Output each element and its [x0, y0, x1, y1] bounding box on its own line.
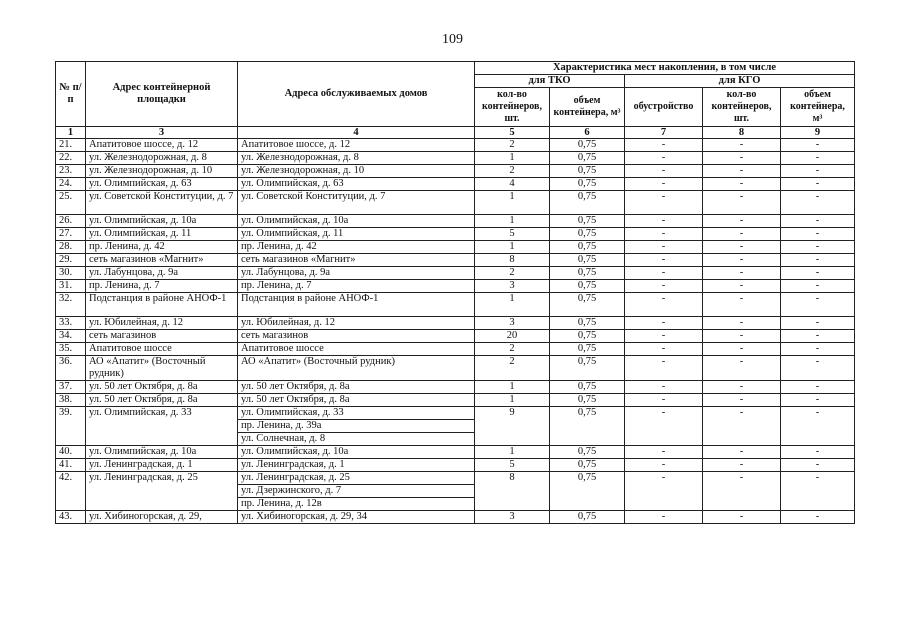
header-kgo: для КГО	[625, 75, 855, 88]
equipment-value: -	[625, 343, 703, 356]
equipment-value: -	[625, 511, 703, 524]
table-row	[56, 191, 855, 215]
row-number: 22.	[56, 152, 86, 165]
tko-container-volume: 0,75	[550, 407, 625, 446]
tko-container-count: 2	[475, 139, 550, 152]
tko-container-count: 5	[475, 228, 550, 241]
kgo-container-count: -	[703, 472, 781, 511]
container-site-address: ул. Железнодорожная, д. 10	[86, 165, 238, 178]
tko-container-count: 8	[475, 472, 550, 511]
table-row	[56, 178, 855, 191]
kgo-container-volume: -	[781, 228, 855, 241]
tko-container-volume: 0,75	[550, 381, 625, 394]
tko-container-volume: 0,75	[550, 152, 625, 165]
container-site-address: пр. Ленина, д. 7	[86, 280, 238, 293]
tko-container-volume: 0,75	[550, 356, 625, 381]
kgo-container-count: -	[703, 446, 781, 459]
column-number: 7	[625, 127, 703, 139]
kgo-container-count: -	[703, 178, 781, 191]
table-row	[56, 511, 855, 524]
table-row	[56, 446, 855, 459]
tko-container-count: 2	[475, 165, 550, 178]
served-house-address: ул. Олимпийская, д. 10а	[238, 446, 475, 459]
tko-container-volume: 0,75	[550, 280, 625, 293]
container-site-address: сеть магазинов	[86, 330, 238, 343]
row-number: 24.	[56, 178, 86, 191]
row-number: 42.	[56, 472, 86, 511]
row-number: 27.	[56, 228, 86, 241]
equipment-value: -	[625, 191, 703, 215]
row-number: 29.	[56, 254, 86, 267]
served-house-address: пр. Ленина, д. 12в	[238, 498, 475, 511]
column-number: 5	[475, 127, 550, 139]
row-number: 38.	[56, 394, 86, 407]
tko-container-volume: 0,75	[550, 241, 625, 254]
tko-container-volume: 0,75	[550, 228, 625, 241]
table-row	[56, 343, 855, 356]
served-house-address: сеть магазинов «Магнит»	[238, 254, 475, 267]
served-house-address: Подстанция в районе АНОФ-1	[238, 293, 475, 317]
kgo-container-count: -	[703, 165, 781, 178]
kgo-container-volume: -	[781, 254, 855, 267]
equipment-value: -	[625, 381, 703, 394]
table-row	[56, 381, 855, 394]
served-house-address: Апатитовое шоссе, д. 12	[238, 139, 475, 152]
served-house-address: ул. 50 лет Октября, д. 8а	[238, 381, 475, 394]
tko-container-count: 1	[475, 152, 550, 165]
served-house-address: ул. Железнодорожная, д. 10	[238, 165, 475, 178]
served-house-address: пр. Ленина, д. 7	[238, 280, 475, 293]
row-number: 40.	[56, 446, 86, 459]
table-row	[56, 459, 855, 472]
table-row	[56, 472, 855, 485]
tko-container-count: 5	[475, 459, 550, 472]
container-site-address: Апатитовое шоссе, д. 12	[86, 139, 238, 152]
kgo-container-volume: -	[781, 293, 855, 317]
equipment-value: -	[625, 472, 703, 511]
table-row	[56, 241, 855, 254]
kgo-container-count: -	[703, 228, 781, 241]
tko-container-volume: 0,75	[550, 330, 625, 343]
header-houses: Адреса обслуживаемых домов	[238, 62, 475, 127]
column-number: 1	[56, 127, 86, 139]
column-number: 4	[238, 127, 475, 139]
row-number: 37.	[56, 381, 86, 394]
table-body	[56, 139, 855, 524]
kgo-container-count: -	[703, 254, 781, 267]
table-row	[56, 407, 855, 420]
equipment-value: -	[625, 178, 703, 191]
table-row	[56, 330, 855, 343]
tko-container-volume: 0,75	[550, 267, 625, 280]
served-house-address: ул. Хибиногорская, д. 29, 34	[238, 511, 475, 524]
container-site-address: сеть магазинов «Магнит»	[86, 254, 238, 267]
kgo-container-volume: -	[781, 394, 855, 407]
container-site-address: ул. Лабунцова, д. 9а	[86, 267, 238, 280]
kgo-container-count: -	[703, 241, 781, 254]
table-row	[56, 139, 855, 152]
kgo-container-volume: -	[781, 267, 855, 280]
kgo-container-count: -	[703, 511, 781, 524]
container-site-address: ул. Советской Конституции, д. 7	[86, 191, 238, 215]
tko-container-volume: 0,75	[550, 178, 625, 191]
row-number: 43.	[56, 511, 86, 524]
header-equipment: обустройство	[625, 88, 703, 127]
kgo-container-count: -	[703, 356, 781, 381]
equipment-value: -	[625, 254, 703, 267]
tko-container-volume: 0,75	[550, 191, 625, 215]
equipment-value: -	[625, 356, 703, 381]
row-number: 35.	[56, 343, 86, 356]
row-number: 21.	[56, 139, 86, 152]
table-row	[56, 280, 855, 293]
tko-container-count: 9	[475, 407, 550, 446]
container-site-address: пр. Ленина, д. 42	[86, 241, 238, 254]
container-site-address: Подстанция в районе АНОФ-1	[86, 293, 238, 317]
equipment-value: -	[625, 165, 703, 178]
container-site-address: ул. Олимпийская, д. 10а	[86, 446, 238, 459]
row-number: 26.	[56, 215, 86, 228]
table-row	[56, 228, 855, 241]
equipment-value: -	[625, 152, 703, 165]
served-house-address: Апатитовое шоссе	[238, 343, 475, 356]
table-row	[56, 317, 855, 330]
header-kgo-count: кол-во контейнеров, шт.	[703, 88, 781, 127]
register-table	[55, 61, 855, 524]
kgo-container-volume: -	[781, 511, 855, 524]
kgo-container-count: -	[703, 317, 781, 330]
table-row	[56, 254, 855, 267]
kgo-container-count: -	[703, 459, 781, 472]
tko-container-volume: 0,75	[550, 472, 625, 511]
served-house-address: ул. Советской Конституции, д. 7	[238, 191, 475, 215]
table-row	[56, 267, 855, 280]
kgo-container-volume: -	[781, 446, 855, 459]
tko-container-count: 2	[475, 343, 550, 356]
tko-container-volume: 0,75	[550, 446, 625, 459]
container-site-address: Апатитовое шоссе	[86, 343, 238, 356]
tko-container-volume: 0,75	[550, 254, 625, 267]
container-site-address: ул. Олимпийская, д. 11	[86, 228, 238, 241]
kgo-container-count: -	[703, 293, 781, 317]
kgo-container-volume: -	[781, 381, 855, 394]
tko-container-count: 2	[475, 356, 550, 381]
header-characteristics: Характеристика мест накопления, в том числе	[475, 62, 855, 75]
tko-container-volume: 0,75	[550, 343, 625, 356]
tko-container-count: 4	[475, 178, 550, 191]
container-site-address: ул. Железнодорожная, д. 8	[86, 152, 238, 165]
equipment-value: -	[625, 446, 703, 459]
row-number: 28.	[56, 241, 86, 254]
kgo-container-volume: -	[781, 191, 855, 215]
tko-container-volume: 0,75	[550, 293, 625, 317]
header-kgo-volume: объем контейнера, м³	[781, 88, 855, 127]
served-house-address: АО «Апатит» (Восточный рудник)	[238, 356, 475, 381]
column-number: 8	[703, 127, 781, 139]
header-tko: для ТКО	[475, 75, 625, 88]
container-site-address: ул. 50 лет Октября, д. 8а	[86, 394, 238, 407]
table-row	[56, 394, 855, 407]
kgo-container-count: -	[703, 330, 781, 343]
kgo-container-volume: -	[781, 407, 855, 446]
row-number: 31.	[56, 280, 86, 293]
served-house-address: ул. Олимпийская, д. 10а	[238, 215, 475, 228]
kgo-container-volume: -	[781, 215, 855, 228]
kgo-container-count: -	[703, 280, 781, 293]
header-tko-count: кол-во контейнеров, шт.	[475, 88, 550, 127]
tko-container-volume: 0,75	[550, 511, 625, 524]
kgo-container-volume: -	[781, 139, 855, 152]
column-number: 9	[781, 127, 855, 139]
equipment-value: -	[625, 459, 703, 472]
served-house-address: ул. Солнечная, д. 8	[238, 433, 475, 446]
row-number: 34.	[56, 330, 86, 343]
header-address: Адрес контейнерной площадки	[86, 62, 238, 127]
kgo-container-volume: -	[781, 459, 855, 472]
equipment-value: -	[625, 267, 703, 280]
kgo-container-volume: -	[781, 317, 855, 330]
served-house-address: ул. Юбилейная, д. 12	[238, 317, 475, 330]
tko-container-count: 1	[475, 293, 550, 317]
kgo-container-volume: -	[781, 165, 855, 178]
equipment-value: -	[625, 241, 703, 254]
served-house-address: ул. Железнодорожная, д. 8	[238, 152, 475, 165]
tko-container-count: 8	[475, 254, 550, 267]
kgo-container-volume: -	[781, 152, 855, 165]
tko-container-volume: 0,75	[550, 459, 625, 472]
tko-container-count: 1	[475, 191, 550, 215]
row-number: 30.	[56, 267, 86, 280]
table-row	[56, 165, 855, 178]
served-house-address: ул. Ленинградская, д. 25	[238, 472, 475, 485]
kgo-container-count: -	[703, 139, 781, 152]
header-num: № п/п	[56, 62, 86, 127]
served-house-address: ул. Олимпийская, д. 63	[238, 178, 475, 191]
container-site-address: ул. Хибиногорская, д. 29,	[86, 511, 238, 524]
container-site-address: ул. Олимпийская, д. 63	[86, 178, 238, 191]
container-site-address: ул. Олимпийская, д. 33	[86, 407, 238, 446]
equipment-value: -	[625, 293, 703, 317]
equipment-value: -	[625, 407, 703, 446]
row-number: 41.	[56, 459, 86, 472]
tko-container-count: 3	[475, 317, 550, 330]
served-house-address: ул. Олимпийская, д. 11	[238, 228, 475, 241]
table-row	[56, 293, 855, 317]
tko-container-count: 2	[475, 267, 550, 280]
column-number: 3	[86, 127, 238, 139]
equipment-value: -	[625, 280, 703, 293]
container-site-address: ул. Юбилейная, д. 12	[86, 317, 238, 330]
tko-container-count: 3	[475, 280, 550, 293]
tko-container-count: 1	[475, 381, 550, 394]
tko-container-volume: 0,75	[550, 394, 625, 407]
container-site-address: ул. Ленинградская, д. 1	[86, 459, 238, 472]
kgo-container-volume: -	[781, 472, 855, 511]
kgo-container-volume: -	[781, 356, 855, 381]
container-site-address: ул. 50 лет Октября, д. 8а	[86, 381, 238, 394]
equipment-value: -	[625, 317, 703, 330]
table-row	[56, 152, 855, 165]
served-house-address: ул. Ленинградская, д. 1	[238, 459, 475, 472]
row-number: 33.	[56, 317, 86, 330]
kgo-container-volume: -	[781, 343, 855, 356]
served-house-address: ул. Лабунцова, д. 9а	[238, 267, 475, 280]
row-number: 23.	[56, 165, 86, 178]
kgo-container-count: -	[703, 394, 781, 407]
row-number: 36.	[56, 356, 86, 381]
tko-container-volume: 0,75	[550, 139, 625, 152]
served-house-address: ул. Дзержинского, д. 7	[238, 485, 475, 498]
column-number: 6	[550, 127, 625, 139]
page-number: 109	[442, 32, 463, 47]
kgo-container-volume: -	[781, 330, 855, 343]
served-house-address: пр. Ленина, д. 42	[238, 241, 475, 254]
kgo-container-volume: -	[781, 241, 855, 254]
tko-container-count: 1	[475, 215, 550, 228]
row-number: 25.	[56, 191, 86, 215]
container-site-address: ул. Олимпийская, д. 10а	[86, 215, 238, 228]
table-row	[56, 356, 855, 381]
served-house-address: ул. Олимпийская, д. 33	[238, 407, 475, 420]
served-house-address: ул. 50 лет Октября, д. 8а	[238, 394, 475, 407]
kgo-container-volume: -	[781, 280, 855, 293]
row-number: 39.	[56, 407, 86, 446]
equipment-value: -	[625, 139, 703, 152]
served-house-address: пр. Ленина, д. 39а	[238, 420, 475, 433]
tko-container-count: 3	[475, 511, 550, 524]
tko-container-count: 20	[475, 330, 550, 343]
equipment-value: -	[625, 215, 703, 228]
tko-container-volume: 0,75	[550, 165, 625, 178]
kgo-container-count: -	[703, 381, 781, 394]
tko-container-count: 1	[475, 446, 550, 459]
kgo-container-count: -	[703, 343, 781, 356]
kgo-container-count: -	[703, 152, 781, 165]
kgo-container-count: -	[703, 215, 781, 228]
tko-container-volume: 0,75	[550, 317, 625, 330]
row-number: 32.	[56, 293, 86, 317]
tko-container-count: 1	[475, 394, 550, 407]
kgo-container-count: -	[703, 407, 781, 446]
tko-container-volume: 0,75	[550, 215, 625, 228]
equipment-value: -	[625, 394, 703, 407]
kgo-container-volume: -	[781, 178, 855, 191]
container-site-address: АО «Апатит» (Восточный рудник)	[86, 356, 238, 381]
equipment-value: -	[625, 228, 703, 241]
header-tko-volume: объем контейнера, м³	[550, 88, 625, 127]
kgo-container-count: -	[703, 267, 781, 280]
served-house-address: сеть магазинов	[238, 330, 475, 343]
column-number-row	[56, 127, 855, 139]
container-site-address: ул. Ленинградская, д. 25	[86, 472, 238, 511]
tko-container-count: 1	[475, 241, 550, 254]
kgo-container-count: -	[703, 191, 781, 215]
table-row	[56, 215, 855, 228]
equipment-value: -	[625, 330, 703, 343]
